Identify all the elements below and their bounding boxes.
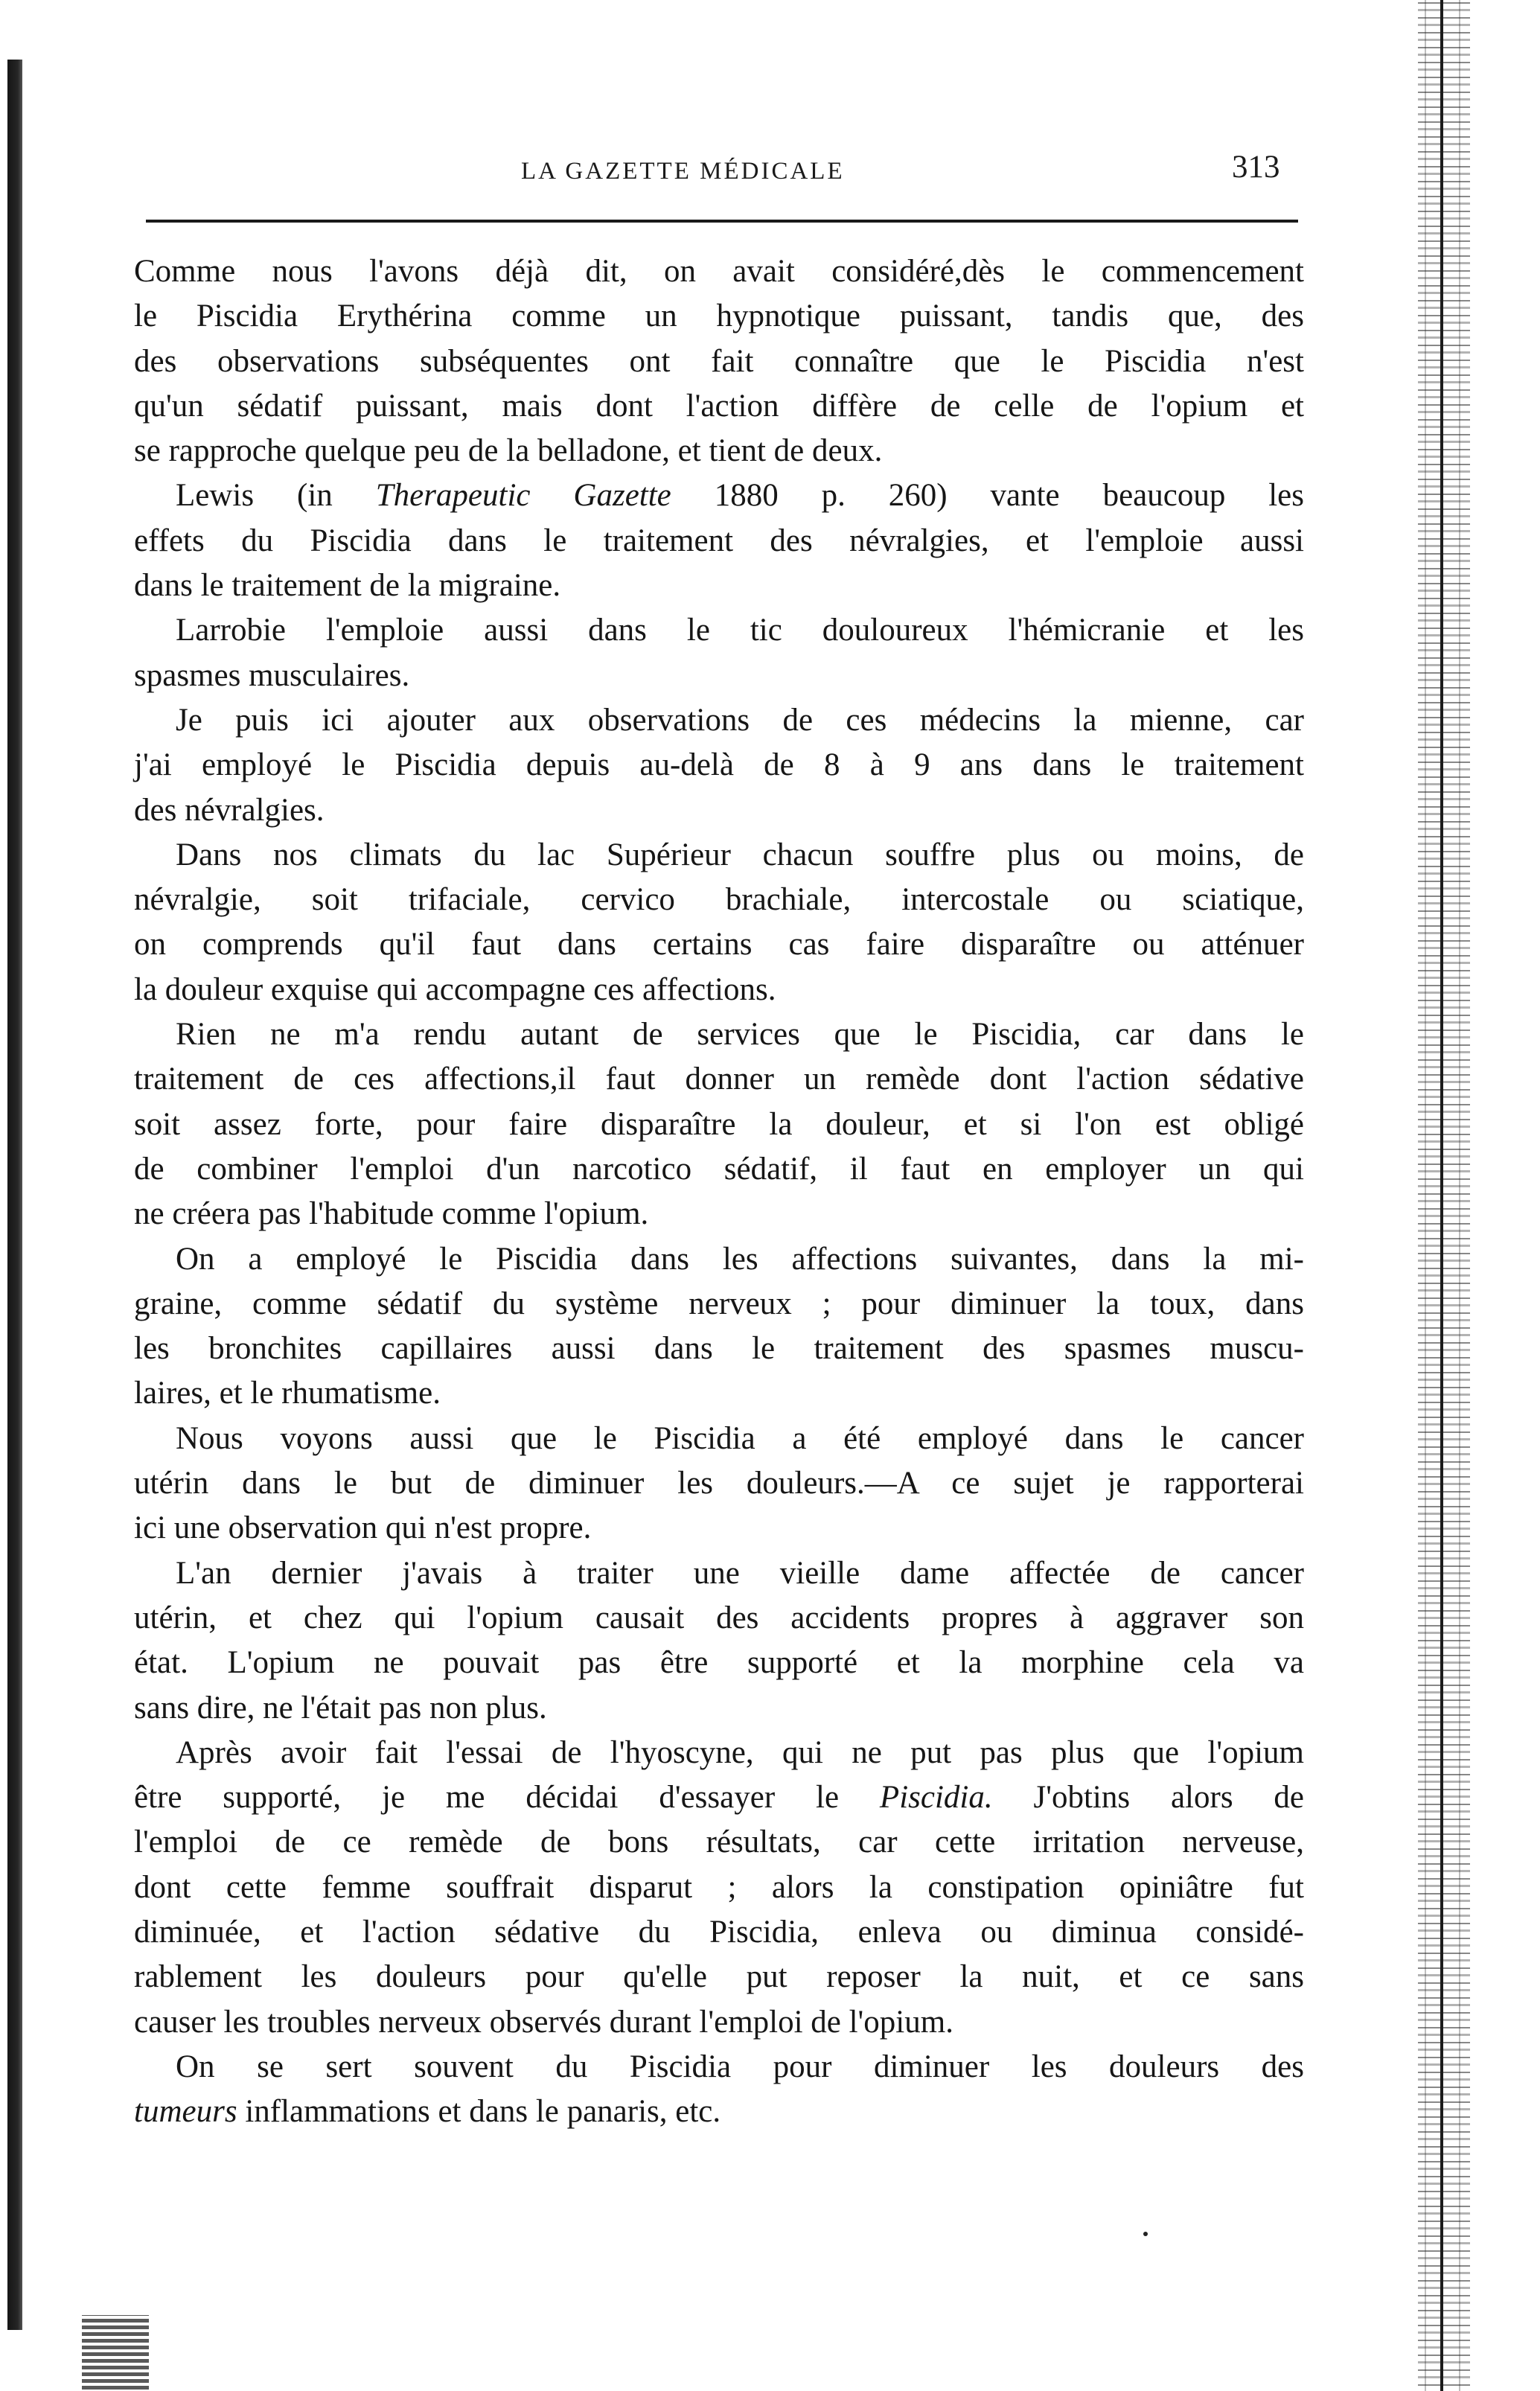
text-line: Dans nos climats du lac Supérieur chacun souffre plus ou moins, de [176, 837, 1304, 872]
text-line: de combiner l'emploi d'un narcotico sédatif, il faut en employer un qui [134, 1151, 1304, 1187]
text-line: j'ai employé le Piscidia depuis au-delà de 8 à 9 ans dans le traitement [134, 747, 1304, 783]
text-line: dont cette femme souffrait disparut ; alors la constipation opiniâtre fut [134, 1869, 1304, 1905]
text-line: utérin dans le but de diminuer les douleurs.—A ce sujet je rapporterai [134, 1466, 1304, 1501]
text-line: soit assez forte, pour faire disparaître la douleur, et si l'on est obligé [134, 1106, 1304, 1142]
text-line: laires, et le rhumatisme. [134, 1376, 441, 1411]
italic-word: tumeurs [134, 2094, 237, 2130]
text-span: J'obtins alors de [1033, 1780, 1305, 1816]
text-line: l'emploi de ce remède de bons résultats, car cette irritation nerveuse, [134, 1825, 1304, 1860]
binding-corner-shadow [82, 2315, 149, 2390]
text-line: le Piscidia Erythérina comme un hypnotique puissant, tandis que, des [134, 299, 1304, 334]
text-line: des observations subséquentes ont fait connaître que le Piscidia n'est [134, 343, 1304, 379]
journal-title: Therapeutic Gazette [375, 478, 671, 514]
text-line: Comme nous l'avons déjà dit, on avait considéré,dès le commencement [134, 254, 1304, 289]
header-rule [146, 220, 1298, 223]
text-line: Rien ne m'a rendu autant de services que le Piscidia, car dans le [176, 1017, 1304, 1053]
text-line: des névralgies. [134, 792, 325, 828]
text-line: état. L'opium ne pouvait pas être supporté et la morphine cela va [134, 1645, 1304, 1681]
plant-name: Piscidia. [879, 1780, 993, 1816]
text-span: être supporté, je me décidai d'essayer le [134, 1780, 840, 1816]
text-line: ne créera pas l'habitude comme l'opium. [134, 1196, 649, 1232]
text-line [134, 1775, 1304, 1820]
text-line [134, 2090, 1304, 2134]
text-line: effets du Piscidia dans le traitement des névralgies, et l'emploie aussi [134, 523, 1304, 558]
text-line: On se sert souvent du Piscidia pour diminuer les douleurs des [176, 2049, 1304, 2084]
text-line: névralgie, soit trifaciale, cervico brachiale, intercostale ou sciatique, [134, 882, 1304, 918]
text-line: On a employé le Piscidia dans les affections suivantes, dans la mi- [176, 1241, 1304, 1277]
scan-edge-noise [1418, 0, 1470, 2391]
page-number: 313 [1232, 150, 1280, 185]
text-span: 1880 p. 260) vante beaucoup les [714, 478, 1305, 514]
text-line: Larrobie l'emploie aussi dans le tic douloureux l'hémicranie et les [176, 613, 1304, 648]
text-line: diminuée, et l'action sédative du Piscidia, enleva ou diminua considé- [134, 1914, 1304, 1950]
text-line: on comprends qu'il faut dans certains cas faire disparaître ou atténuer [134, 927, 1304, 963]
text-line: spasmes musculaires. [134, 657, 410, 693]
stray-dot [1143, 2232, 1148, 2236]
text-line: causer les troubles nerveux observés durant l'emploi de l'opium. [134, 2004, 953, 2040]
running-head: LA GAZETTE MÉDICALE [521, 158, 845, 185]
text-line: Après avoir fait l'essai de l'hyoscyne, qui ne put pas plus que l'opium [176, 1734, 1304, 1770]
text-line: utérin, et chez qui l'opium causait des accidents propres à aggraver son [134, 1600, 1304, 1635]
binding-shadow [7, 60, 22, 2330]
text-line: graine, comme sédatif du système nerveux ; pour diminuer la toux, dans [134, 1286, 1304, 1321]
text-line: les bronchites capillaires aussi dans le traitement des spasmes muscu- [134, 1331, 1304, 1367]
body-text [134, 249, 1304, 2134]
text-line: qu'un sédatif puissant, mais dont l'action diffère de celle de l'opium et [134, 388, 1304, 424]
text-line: traitement de ces affections,il faut donner un remède dont l'action sédative [134, 1062, 1304, 1097]
text-span: Lewis (in [176, 478, 333, 514]
text-line [134, 473, 1304, 518]
text-line: dans le traitement de la migraine. [134, 568, 561, 604]
text-line: Je puis ici ajouter aux observations de ces médecins la mienne, car [176, 702, 1304, 738]
text-line: rablement les douleurs pour qu'elle put reposer la nuit, et ce sans [134, 1959, 1304, 1995]
text-span: inflammations et dans le panaris, etc. [245, 2094, 721, 2130]
scan-edge-line [1440, 0, 1443, 2391]
text-line: la douleur exquise qui accompagne ces affections. [134, 971, 776, 1007]
text-line: Nous voyons aussi que le Piscidia a été employé dans le cancer [176, 1420, 1304, 1456]
text-line: L'an dernier j'avais à traiter une vieille dame affectée de cancer [176, 1555, 1304, 1591]
text-line: ici une observation qui n'est propre. [134, 1510, 592, 1546]
text-line: se rapproche quelque peu de la belladone, et tient de deux. [134, 433, 883, 469]
text-line: sans dire, ne l'était pas non plus. [134, 1690, 547, 1726]
